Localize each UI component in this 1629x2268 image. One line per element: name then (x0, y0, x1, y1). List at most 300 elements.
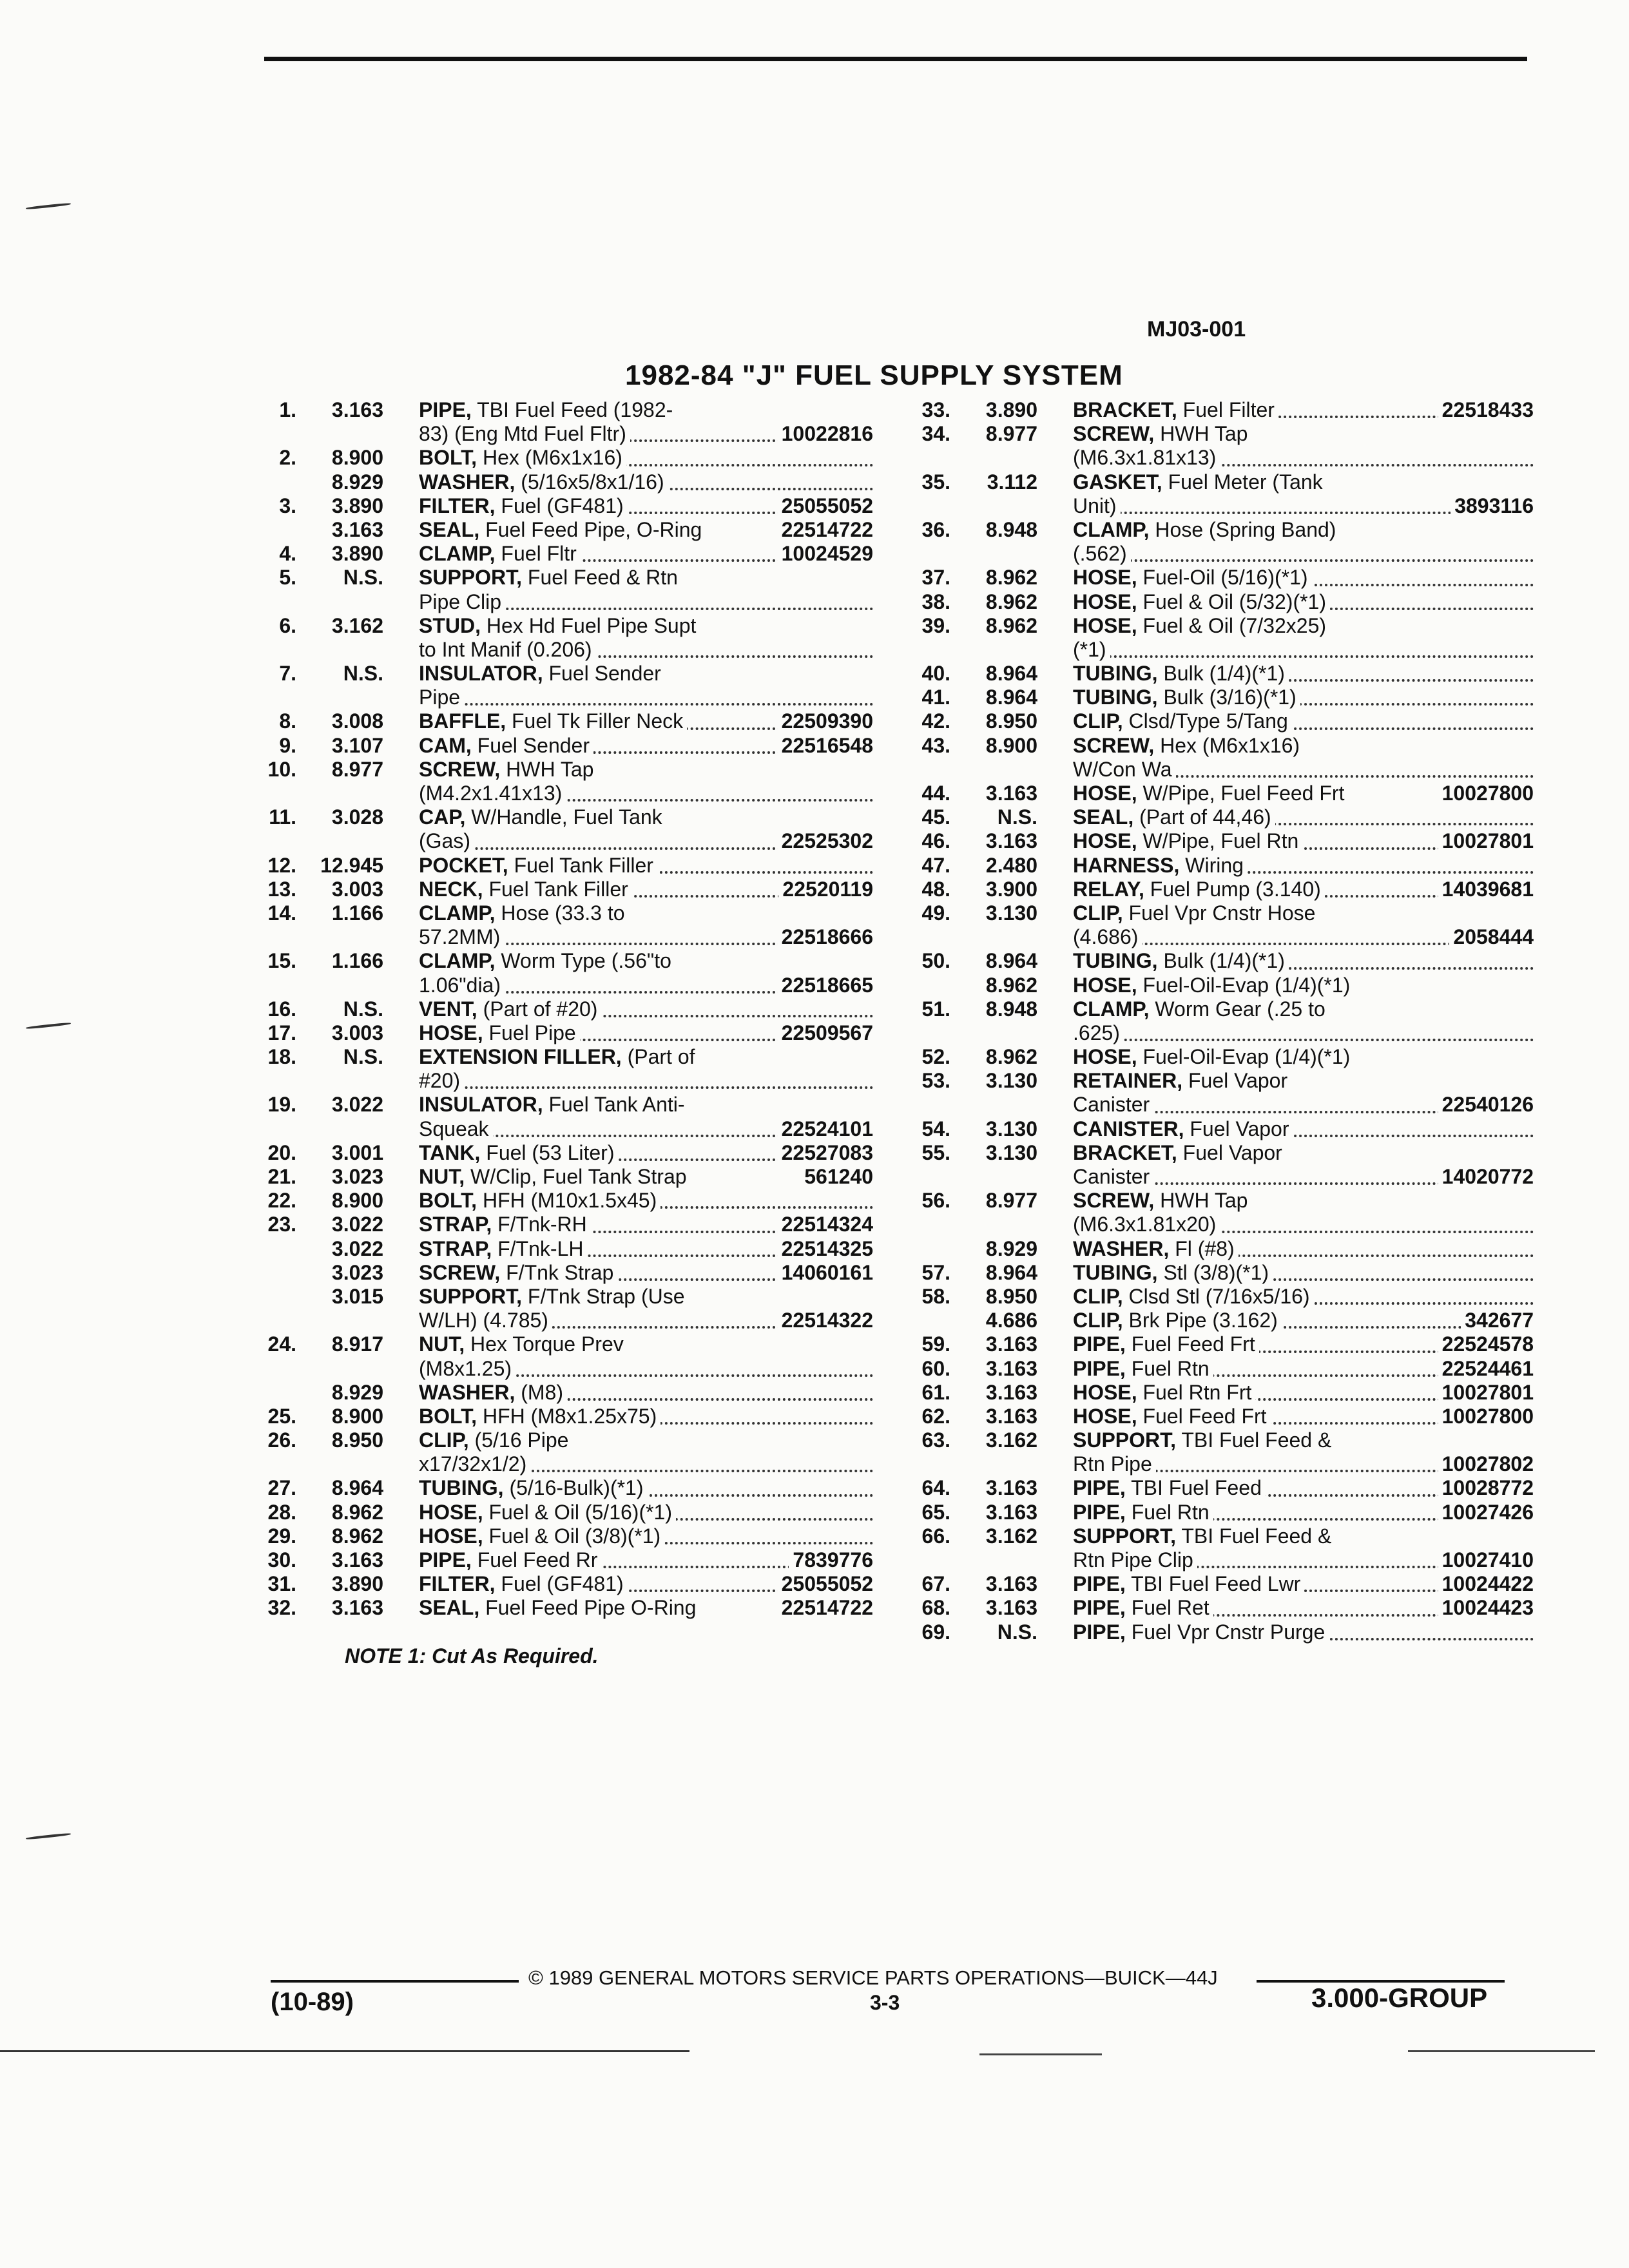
punch-mark (26, 1022, 71, 1029)
part-name: CLIP, (1073, 709, 1123, 733)
part-detail: Worm Gear (.25 to (1155, 997, 1325, 1021)
part-row (909, 1237, 1534, 1261)
part-name: TUBING, (419, 1476, 504, 1500)
part-row (909, 590, 1534, 614)
part-detail: Stl (3/8)(*1) (1163, 1260, 1269, 1284)
part-name: PIPE, (1073, 1596, 1126, 1620)
part-row (255, 1093, 873, 1117)
part-detail: F/Tnk Strap (506, 1260, 614, 1284)
part-name: PIPE, (1073, 1476, 1126, 1500)
part-row (909, 638, 1534, 662)
group-number: 8.900 (331, 1404, 383, 1428)
part-detail: F/Tnk Strap (Use (527, 1284, 685, 1308)
part-detail: Fuel Sender (548, 662, 661, 686)
part-name: CLIP, (419, 1428, 469, 1452)
part-number: 22509567 (778, 1021, 873, 1045)
item-number: 38. (921, 590, 950, 613)
part-detail: Fuel-Oil-Evap (1/4)(*1) (1142, 973, 1351, 997)
group-number: 3.163 (985, 1356, 1037, 1380)
part-detail: Fuel Vapor (1188, 1069, 1288, 1093)
part-detail: W/Handle, Fuel Tank (471, 805, 662, 829)
part-detail: Squeak (419, 1117, 489, 1140)
part-name: PIPE, (419, 1548, 472, 1571)
part-detail: Fuel Vpr Cnstr Hose (1128, 901, 1316, 925)
part-description (1073, 1141, 1534, 1165)
part-number: 22509390 (778, 709, 873, 733)
part-number: 22520119 (778, 878, 873, 901)
group-number: 3.163 (985, 1500, 1037, 1524)
part-description (419, 997, 873, 1021)
part-description (1073, 422, 1534, 446)
part-description (419, 638, 873, 662)
part-name: PIPE, (419, 398, 472, 421)
part-description (1073, 470, 1534, 494)
part-description (419, 446, 873, 470)
part-number: 22524101 (778, 1117, 873, 1141)
item-number: 47. (921, 853, 950, 877)
group-number: 8.950 (985, 709, 1037, 733)
part-name: CANISTER, (1073, 1117, 1184, 1140)
part-description (1073, 1069, 1534, 1093)
part-row (255, 782, 873, 805)
part-row (255, 518, 873, 542)
part-description (1073, 446, 1534, 470)
part-number: 10027800 (1438, 782, 1534, 805)
part-row (909, 662, 1534, 686)
part-detail: x17/32x1/2) (419, 1452, 527, 1476)
part-name: SCREW, (419, 1260, 501, 1284)
part-detail: (M4.2x1.41x13) (419, 782, 563, 805)
part-row (909, 805, 1534, 829)
item-number: 63. (921, 1428, 950, 1452)
part-name: HOSE, (1073, 829, 1137, 853)
part-detail: Fuel Feed Frt (1142, 1404, 1267, 1428)
part-name: VENT, (419, 997, 477, 1021)
part-description (1073, 949, 1534, 973)
part-number: 7839776 (789, 1548, 873, 1572)
group-number: 8.900 (331, 1189, 383, 1213)
part-name: HOSE, (1073, 566, 1137, 590)
part-row (909, 566, 1534, 590)
part-description (419, 709, 873, 733)
part-name: STRAP, (419, 1213, 492, 1236)
part-row (255, 1117, 873, 1141)
part-row (909, 997, 1534, 1021)
part-row (909, 901, 1534, 925)
part-row (909, 1261, 1534, 1285)
part-row (909, 1309, 1534, 1332)
item-number: 58. (921, 1284, 950, 1308)
part-number: 2058444 (1449, 925, 1534, 949)
part-description (1073, 1093, 1534, 1117)
part-detail: Fuel Feed & Rtn (527, 566, 678, 590)
leader-dots (419, 703, 873, 706)
part-detail: (4.686) (1073, 925, 1139, 949)
group-number: 8.962 (985, 973, 1037, 997)
part-detail: HWH Tap (1160, 1189, 1248, 1213)
part-description (1073, 590, 1534, 614)
item-number: 65. (921, 1500, 950, 1524)
part-detail: F/Tnk-RH (497, 1213, 587, 1236)
part-detail: Fuel & Oil (5/32)(*1) (1142, 590, 1326, 613)
part-description (1073, 1189, 1534, 1213)
part-description (1073, 878, 1534, 901)
part-row (255, 446, 873, 470)
part-number: 22514722 (778, 1596, 873, 1620)
part-description (1073, 758, 1534, 782)
part-number: 25055052 (778, 494, 873, 518)
part-detail: .625) (1073, 1021, 1120, 1044)
group-number: 1.166 (331, 949, 383, 973)
part-description (1073, 974, 1534, 997)
part-detail: TBI Fuel Feed & (1181, 1428, 1332, 1452)
part-row (255, 1165, 873, 1189)
part-name: HOSE, (419, 1500, 483, 1524)
part-detail: Fuel & Oil (5/16)(*1) (488, 1500, 672, 1524)
part-row (909, 1045, 1534, 1069)
part-name: PIPE, (1073, 1332, 1126, 1356)
part-number: 22518433 (1438, 398, 1534, 422)
part-detail: Hex Torque Prev (470, 1332, 624, 1356)
group-number: 3.163 (331, 517, 383, 541)
part-detail: Worm Type (.56"to (501, 949, 671, 973)
part-row (255, 662, 873, 686)
part-detail: Fuel (53 Liter) (486, 1140, 615, 1164)
part-row (255, 1381, 873, 1405)
part-name: BRACKET, (1073, 398, 1177, 421)
part-row (909, 1452, 1534, 1476)
item-number: 2. (279, 446, 296, 470)
group-number: 3.112 (987, 470, 1037, 494)
part-row (255, 566, 873, 590)
part-detail: (M8) (521, 1380, 563, 1404)
item-number: 34. (921, 422, 950, 446)
part-detail: Canister (1073, 1093, 1150, 1117)
part-name: EXTENSION FILLER, (419, 1045, 622, 1069)
group-number: 8.948 (985, 997, 1037, 1021)
part-row (909, 422, 1534, 446)
group-number: 3.890 (331, 494, 383, 517)
item-number: 35. (921, 470, 950, 494)
part-detail: (5/16x5/8x1/16) (521, 470, 664, 494)
part-row (909, 925, 1534, 949)
part-detail: HFH (M8x1.25x75) (482, 1404, 657, 1428)
group-number: 3.163 (985, 1380, 1037, 1404)
item-number: 16. (267, 997, 296, 1021)
part-number: 3893116 (1451, 494, 1534, 518)
part-name: CLAMP, (419, 542, 496, 566)
part-detail: Rtn Pipe (1073, 1452, 1152, 1476)
item-number: 55. (921, 1140, 950, 1164)
part-detail: Fuel Pump (3.140) (1150, 877, 1321, 901)
part-row (255, 1309, 873, 1332)
part-row (255, 590, 873, 614)
part-detail: Fuel-Oil (5/16)(*1) (1142, 566, 1308, 590)
part-detail: Brk Pipe (3.162) (1128, 1309, 1278, 1332)
part-description (419, 1332, 873, 1356)
part-detail: 57.2MM) (419, 925, 501, 949)
part-detail: Hose (33.3 to (501, 901, 625, 925)
part-description (419, 1165, 873, 1189)
part-description (419, 1021, 873, 1045)
part-detail: Clsd/Type 5/Tang (1128, 709, 1288, 733)
part-name: HOSE, (1073, 1380, 1137, 1404)
part-detail: TBI Fuel Feed & (1181, 1524, 1332, 1548)
group-number: 3.163 (331, 1596, 383, 1620)
part-name: BAFFLE, (419, 709, 506, 733)
part-row (909, 1381, 1534, 1405)
part-row (255, 854, 873, 878)
part-name: SCREW, (1073, 422, 1155, 446)
part-row (909, 1428, 1534, 1452)
part-name: SUPPORT, (1073, 1524, 1177, 1548)
part-description (1073, 542, 1534, 566)
group-number: 8.900 (985, 733, 1037, 757)
part-row (909, 1021, 1534, 1045)
part-description (419, 1309, 873, 1332)
part-name: HOSE, (419, 1021, 483, 1044)
part-description (419, 1548, 873, 1572)
group-number: 8.962 (985, 566, 1037, 590)
leader-dots (1073, 559, 1534, 562)
part-name: CLIP, (1073, 901, 1123, 925)
part-description (1073, 1405, 1534, 1428)
part-detail: Bulk (1/4)(*1) (1163, 662, 1285, 686)
part-name: CLAMP, (1073, 997, 1150, 1021)
item-number: 64. (921, 1476, 950, 1500)
group-number: 3.001 (331, 1140, 383, 1164)
part-name: TUBING, (1073, 662, 1158, 686)
part-detail: (5/16 Pipe (474, 1428, 569, 1452)
item-number: 36. (921, 517, 950, 541)
group-number: 8.950 (331, 1428, 383, 1452)
part-name: FILTER, (419, 1572, 496, 1596)
group-number: 3.163 (985, 1572, 1037, 1596)
part-description (1073, 1117, 1534, 1141)
item-number: 14. (267, 901, 296, 925)
part-detail: #20) (419, 1069, 461, 1093)
item-number: 28. (267, 1500, 296, 1524)
part-name: BOLT, (419, 446, 477, 470)
part-description (419, 1405, 873, 1428)
group-number: 3.130 (985, 1069, 1037, 1093)
part-row (255, 614, 873, 638)
group-number: 12.945 (320, 853, 383, 877)
part-row (255, 925, 873, 949)
bottom-rule (1408, 2050, 1595, 2052)
bottom-rule (0, 2050, 689, 2052)
part-row (255, 398, 873, 422)
item-number: 46. (921, 829, 950, 853)
part-detail: Fuel Tank Filler (514, 853, 653, 877)
part-description (419, 1045, 873, 1069)
punch-mark (26, 1832, 71, 1840)
part-row (255, 878, 873, 901)
item-number: 30. (267, 1548, 296, 1571)
part-detail: 83) (Eng Mtd Fuel Fltr) (419, 422, 626, 446)
part-name: STRAP, (419, 1236, 492, 1260)
part-name: SUPPORT, (419, 1284, 523, 1308)
part-name: CLAMP, (1073, 517, 1150, 541)
group-number: 8.917 (331, 1332, 383, 1356)
group-number: 3.162 (331, 613, 383, 637)
part-description (419, 662, 873, 686)
part-description (419, 901, 873, 925)
part-detail: F/Tnk-LH (497, 1236, 584, 1260)
part-row (909, 758, 1534, 782)
part-description (1073, 805, 1534, 829)
part-detail: Rtn Pipe Clip (1073, 1548, 1193, 1571)
part-description (419, 398, 873, 422)
part-description (1073, 997, 1534, 1021)
item-number: 29. (267, 1524, 296, 1548)
part-description (419, 1357, 873, 1381)
footer-rule-left (271, 1980, 519, 1983)
item-number: 52. (921, 1045, 950, 1069)
item-number: 32. (267, 1596, 296, 1620)
part-name: SUPPORT, (1073, 1428, 1177, 1452)
item-number: 59. (921, 1332, 950, 1356)
part-row (255, 997, 873, 1021)
group-number: 3.130 (985, 1140, 1037, 1164)
part-row (909, 1405, 1534, 1428)
part-detail: to Int Manif (0.206) (419, 637, 592, 661)
part-description (419, 494, 873, 518)
part-description (1073, 1620, 1534, 1644)
part-name: HARNESS, (1073, 853, 1180, 877)
part-description (1073, 1452, 1534, 1476)
item-number: 44. (921, 782, 950, 805)
part-name: GASKET, (1073, 470, 1162, 494)
part-number: 22516548 (778, 734, 873, 758)
group-number: 3.003 (331, 1021, 383, 1044)
part-detail: Fuel Rtn (1131, 1500, 1210, 1524)
part-row (909, 1596, 1534, 1620)
part-detail: TBI Fuel Feed (1982- (477, 398, 673, 421)
part-number: 22514324 (778, 1213, 873, 1236)
part-detail: TBI Fuel Feed Lwr (1131, 1572, 1301, 1596)
part-name: TUBING, (1073, 1260, 1158, 1284)
item-number: 8. (279, 709, 296, 733)
part-description (419, 566, 873, 590)
group-number: 8.929 (985, 1236, 1037, 1260)
part-detail: Fl (#8) (1175, 1236, 1235, 1260)
part-number: 10022816 (778, 422, 873, 446)
item-number: 48. (921, 877, 950, 901)
part-description (419, 1213, 873, 1236)
footnote: NOTE 1: Cut As Required. (345, 1644, 599, 1667)
part-name: WASHER, (419, 470, 516, 494)
part-detail: Fuel & Oil (3/8)(*1) (488, 1524, 661, 1548)
part-number: 22514325 (778, 1237, 873, 1261)
part-name: HOSE, (1073, 1404, 1137, 1428)
item-number: 24. (267, 1332, 296, 1356)
part-description (1073, 1261, 1534, 1285)
part-description (419, 1261, 873, 1285)
part-name: SCREW, (1073, 733, 1155, 757)
part-name: CLAMP, (419, 949, 496, 973)
part-row (255, 1045, 873, 1069)
part-detail: (M8x1.25) (419, 1356, 512, 1380)
item-number: 1. (279, 398, 296, 421)
part-number: 10027410 (1438, 1548, 1534, 1572)
part-detail: W/Clip, Fuel Tank Strap (470, 1165, 687, 1188)
part-name: INSULATOR, (419, 662, 543, 686)
part-row (909, 1332, 1534, 1356)
part-number: 10024423 (1438, 1596, 1534, 1620)
part-description (419, 686, 873, 709)
part-row (909, 1476, 1534, 1500)
part-detail: Fuel Feed Frt (1131, 1332, 1255, 1356)
part-row (255, 1405, 873, 1428)
part-number: 22525302 (778, 829, 873, 853)
part-description (1073, 1428, 1534, 1452)
part-detail: W/Pipe, Fuel Feed Frt (1142, 782, 1345, 805)
part-row (909, 446, 1534, 470)
group-number: 8.962 (985, 613, 1037, 637)
part-row (909, 518, 1534, 542)
part-name: NECK, (419, 877, 483, 901)
part-row (909, 949, 1534, 973)
group-number: N.S. (343, 997, 383, 1021)
part-detail: Fuel Vapor (1190, 1117, 1289, 1140)
part-detail: 1.06"dia) (419, 973, 501, 997)
part-description (419, 1381, 873, 1405)
part-row (909, 1357, 1534, 1381)
item-number: 57. (921, 1260, 950, 1284)
group-number: 3.008 (331, 709, 383, 733)
part-description (1073, 494, 1534, 518)
part-row (909, 1189, 1534, 1213)
item-number: 31. (267, 1572, 296, 1596)
part-number: 10027801 (1438, 1381, 1534, 1405)
part-number: 25055052 (778, 1572, 873, 1596)
part-number: 10027800 (1438, 1405, 1534, 1428)
part-name: SCREW, (1073, 1189, 1155, 1213)
part-row (255, 758, 873, 782)
group-number: 3.003 (331, 877, 383, 901)
group-number: 8.964 (985, 662, 1037, 686)
part-detail: Fuel Filter (1182, 398, 1275, 421)
part-detail: (*1) (1073, 637, 1106, 661)
part-number: 22514722 (778, 518, 873, 542)
part-detail: HFH (M10x1.5x45) (482, 1189, 657, 1213)
part-row (909, 1165, 1534, 1189)
part-description (1073, 1285, 1534, 1309)
item-number: 19. (267, 1093, 296, 1117)
item-number: 51. (921, 997, 950, 1021)
part-name: SUPPORT, (419, 566, 523, 590)
part-number: 10027802 (1438, 1452, 1534, 1476)
part-description (419, 1501, 873, 1524)
part-row (255, 949, 873, 973)
part-number: 10027801 (1438, 829, 1534, 853)
part-row (909, 470, 1534, 494)
item-number: 53. (921, 1069, 950, 1093)
item-number: 62. (921, 1404, 950, 1428)
top-rule (264, 57, 1527, 61)
part-detail: (M6.3x1.81x20) (1073, 1213, 1217, 1236)
part-row (255, 1596, 873, 1620)
part-detail: Fuel Tk Filler Neck (511, 709, 684, 733)
item-number: 27. (267, 1476, 296, 1500)
group-number: 3.163 (985, 782, 1037, 805)
part-name: SCREW, (419, 757, 501, 781)
group-number: 4.686 (985, 1309, 1037, 1332)
part-number: 14060161 (778, 1261, 873, 1285)
part-description (1073, 518, 1534, 542)
part-detail: Hose (Spring Band) (1155, 517, 1336, 541)
